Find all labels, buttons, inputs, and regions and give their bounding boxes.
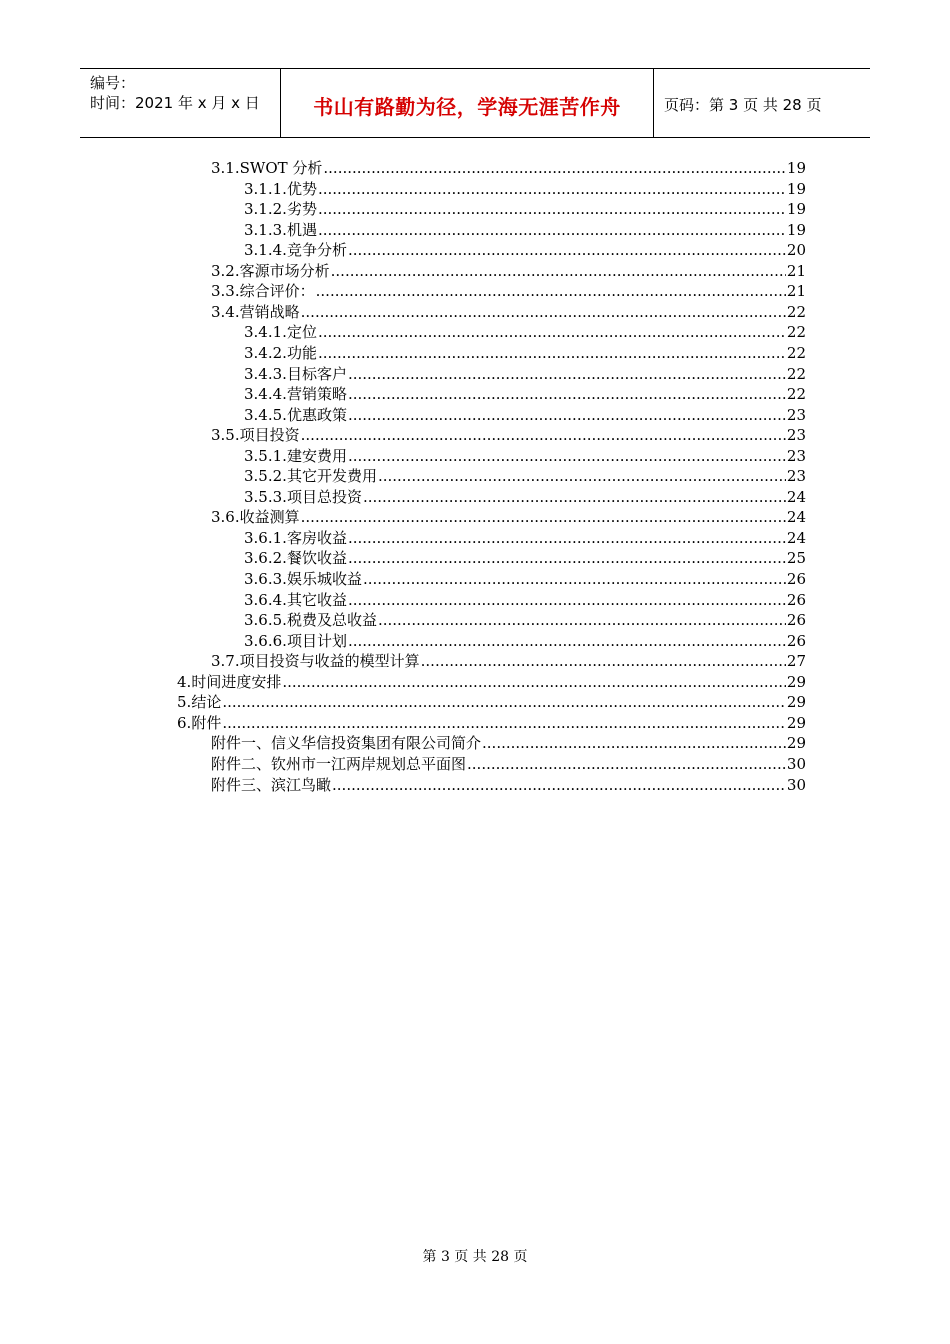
toc-page-number: 22 (786, 385, 806, 404)
toc-entry[interactable] (211, 158, 806, 178)
toc-page-number: 29 (786, 713, 806, 732)
toc-leader-dots (348, 384, 786, 404)
toc-leader-dots (378, 466, 786, 486)
toc-leader-dots (301, 302, 786, 322)
motto-text: 书山有路勤为径，学海无涯苦作舟 (313, 95, 621, 119)
toc-entry[interactable] (244, 343, 806, 363)
toc-page-number: 22 (786, 323, 806, 342)
toc-page-number: 26 (786, 631, 806, 650)
toc-title: 时间进度安排 (191, 672, 282, 691)
toc-number: 3.4.5. (244, 405, 287, 424)
toc-entry[interactable] (244, 322, 806, 342)
header-center-cell (281, 69, 654, 137)
toc-title: SWOT 分析 (239, 159, 323, 177)
toc-title: 其它开发费用 (286, 467, 377, 486)
toc-entry[interactable] (244, 631, 806, 651)
toc-leader-dots (316, 281, 786, 301)
toc-page-number: 21 (786, 261, 806, 280)
toc-title: 竞争分析 (286, 241, 347, 260)
toc-leader-dots (318, 322, 786, 342)
toc-number: 3.3. (211, 282, 240, 301)
toc-title: 机遇 (286, 220, 317, 239)
toc-number: 3.5.2. (244, 467, 287, 486)
page-header (80, 68, 870, 138)
toc-title: 优惠政策 (286, 405, 347, 424)
toc-number: 5. (177, 693, 192, 712)
toc-title: 附件二、钦州市一江两岸规划总平面图 (211, 754, 467, 773)
toc-page-number: 26 (786, 611, 806, 630)
toc-title: 客房收益 (286, 528, 347, 547)
toc-entry[interactable] (244, 548, 806, 568)
toc-leader-dots (363, 487, 786, 507)
toc-entry[interactable] (244, 590, 806, 610)
toc-title: 其它收益 (286, 590, 347, 609)
toc-page-number: 22 (786, 302, 806, 321)
toc-title: 娱乐城收益 (286, 570, 362, 588)
toc-number: 3.1. (211, 159, 240, 177)
toc-title: 营销策略 (286, 385, 347, 404)
toc-entry[interactable] (211, 302, 806, 322)
toc-page-number: 19 (786, 179, 806, 198)
serial-label: 编号： (90, 74, 136, 92)
toc-leader-dots (222, 713, 786, 733)
toc-leader-dots (421, 651, 786, 671)
toc-title: 综合评价： (239, 282, 315, 301)
toc-leader-dots (348, 528, 786, 548)
toc-entry[interactable] (211, 733, 806, 753)
toc-title: 营销战略 (239, 302, 300, 321)
toc-page-number: 26 (786, 570, 806, 588)
toc-leader-dots (318, 179, 786, 199)
toc-leader-dots (348, 240, 786, 260)
toc-entry[interactable] (244, 528, 806, 548)
toc-leader-dots (348, 446, 786, 466)
toc-page-number: 26 (786, 590, 806, 609)
page-info: 页码：第 3 页 共 28 页 (664, 96, 822, 114)
toc-page-number: 23 (786, 405, 806, 424)
toc-leader-dots (348, 548, 786, 568)
toc-leader-dots (482, 733, 786, 753)
header-left-cell (80, 69, 281, 137)
toc-title: 项目计划 (286, 631, 347, 650)
toc-page-number: 22 (786, 343, 806, 362)
toc-number: 3.7. (211, 652, 240, 671)
toc-title: 收益测算 (239, 508, 300, 527)
toc-entry[interactable] (244, 610, 806, 630)
toc-leader-dots (332, 775, 786, 795)
toc-entry[interactable] (211, 507, 806, 527)
toc-number: 3.1.3. (244, 220, 287, 239)
toc-number: 3.5.1. (244, 446, 287, 465)
toc-page-number: 27 (786, 652, 806, 671)
toc-entry[interactable] (211, 754, 806, 774)
toc-title: 项目总投资 (286, 487, 362, 506)
toc-leader-dots (282, 672, 786, 692)
toc-leader-dots (348, 405, 786, 425)
toc-number: 3.6.6. (244, 631, 287, 650)
toc-leader-dots (363, 569, 786, 589)
toc-entry[interactable] (211, 425, 806, 445)
toc-page-number: 24 (786, 508, 806, 527)
toc-entry[interactable] (244, 240, 806, 260)
toc-entry[interactable] (177, 713, 806, 733)
toc-leader-dots (318, 199, 786, 219)
toc-number: 3.5. (211, 426, 240, 445)
toc-leader-dots (348, 364, 786, 384)
toc-title: 目标客户 (286, 364, 347, 383)
toc-page-number: 19 (786, 220, 806, 239)
toc-title: 附件一、信义华信投资集团有限公司简介 (211, 734, 482, 753)
toc-title: 项目投资 (239, 426, 300, 445)
toc-entry[interactable] (177, 692, 806, 712)
toc-entry[interactable] (244, 384, 806, 404)
toc-title: 结论 (191, 693, 222, 712)
toc-number: 3.1.4. (244, 241, 287, 260)
toc-page-number: 21 (786, 282, 806, 301)
toc-entry[interactable] (211, 651, 806, 671)
header-right-cell (654, 69, 870, 137)
toc-number: 4. (177, 672, 192, 691)
toc-leader-dots (318, 343, 786, 363)
toc-entry[interactable] (211, 775, 806, 795)
toc-entry[interactable] (244, 364, 806, 384)
toc-leader-dots (318, 220, 786, 240)
toc-entry[interactable] (244, 569, 806, 589)
toc-entry[interactable] (244, 446, 806, 466)
toc-page-number: 29 (786, 734, 806, 753)
page-footer: 第 3 页 共 28 页 (422, 1249, 528, 1265)
toc-number: 3.4.1. (244, 323, 287, 342)
toc-page-number: 22 (786, 364, 806, 383)
toc-leader-dots (323, 158, 786, 178)
toc-title: 附件 (191, 713, 222, 732)
toc-title: 优势 (286, 179, 317, 198)
toc-number: 3.1.2. (244, 200, 287, 219)
toc-number: 3.1.1. (244, 179, 287, 198)
toc-title: 附件三、滨江鸟瞰 (211, 775, 332, 794)
toc-number: 3.2. (211, 261, 240, 280)
toc-number: 6. (177, 713, 192, 732)
toc-number: 3.6.2. (244, 549, 287, 568)
toc-title: 项目投资与收益的模型计算 (239, 652, 420, 671)
toc-page-number: 29 (786, 693, 806, 712)
toc-title: 劣势 (286, 200, 317, 219)
toc-leader-dots (222, 692, 786, 712)
toc-number: 3.6.3. (244, 570, 287, 588)
toc-title: 定位 (286, 323, 317, 342)
toc-leader-dots (331, 261, 786, 281)
toc-entry[interactable] (244, 405, 806, 425)
toc-entry[interactable] (177, 672, 806, 692)
toc-number: 3.5.3. (244, 487, 287, 506)
toc-entry[interactable] (244, 179, 806, 199)
toc-title: 餐饮收益 (286, 549, 347, 568)
toc-page-number: 23 (786, 446, 806, 465)
toc-leader-dots (301, 507, 786, 527)
toc-number: 3.6. (211, 508, 240, 527)
toc-entry[interactable] (244, 220, 806, 240)
toc-page-number: 29 (786, 672, 806, 691)
date-text: 时间：2021 年 x 月 x 日 (90, 94, 260, 112)
toc-page-number: 23 (786, 467, 806, 486)
toc-number: 3.6.4. (244, 590, 287, 609)
toc-page-number: 23 (786, 426, 806, 445)
toc-page-number: 24 (786, 487, 806, 506)
toc-page-number: 19 (786, 200, 806, 219)
toc-page-number: 30 (786, 775, 806, 794)
toc-number: 3.4.2. (244, 343, 287, 362)
toc-page-number: 25 (786, 549, 806, 568)
toc-entry[interactable] (211, 281, 806, 301)
toc-page-number: 20 (786, 241, 806, 260)
toc-page-number: 19 (786, 159, 806, 177)
toc-title: 税费及总收益 (286, 611, 377, 630)
toc-leader-dots (378, 610, 786, 630)
toc-title: 客源市场分析 (239, 261, 330, 280)
toc-number: 3.6.1. (244, 528, 287, 547)
toc-page-number: 24 (786, 528, 806, 547)
toc-number: 3.6.5. (244, 611, 287, 630)
toc-number: 3.4.3. (244, 364, 287, 383)
toc-title: 功能 (286, 343, 317, 362)
toc-title: 建安费用 (286, 446, 347, 465)
toc-entry[interactable] (211, 261, 806, 281)
toc-entry[interactable] (244, 487, 806, 507)
toc-number: 3.4. (211, 302, 240, 321)
toc-leader-dots (467, 754, 786, 774)
toc-number: 3.4.4. (244, 385, 287, 404)
toc-leader-dots (348, 590, 786, 610)
toc-entry[interactable] (244, 199, 806, 219)
toc-page-number: 30 (786, 754, 806, 773)
toc-entry[interactable] (244, 466, 806, 486)
toc-leader-dots (301, 425, 786, 445)
toc-leader-dots (348, 631, 786, 651)
